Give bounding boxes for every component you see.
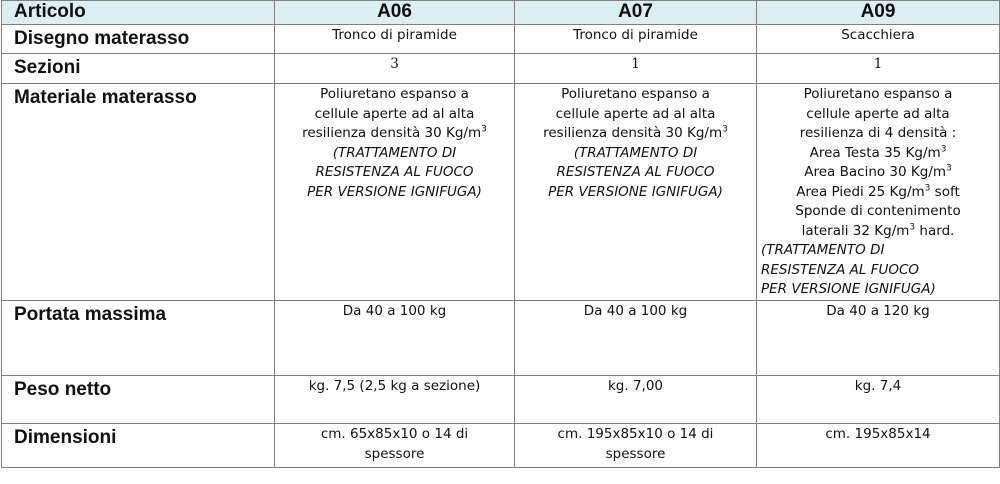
row-label-sezioni: Sezioni xyxy=(2,54,275,84)
laterali-text: laterali 32 Kg/m xyxy=(801,222,910,239)
header-model-a07: A07 xyxy=(515,1,757,25)
materiale-a09-line-3: resilienza di 4 densità : xyxy=(799,125,957,141)
row-sezioni xyxy=(2,54,1000,84)
materiale-a09-note-2: RESISTENZA AL FUOCO xyxy=(761,261,920,278)
row-materiale xyxy=(2,84,1000,301)
area-piedi-text: Area Piedi 25 Kg/m xyxy=(796,183,925,200)
row-label-portata: Portata massima xyxy=(2,301,275,376)
cell-dimensioni-a09 xyxy=(757,424,1000,468)
materiale-a09-area-testa xyxy=(757,144,999,164)
superscript-3: 3 xyxy=(946,163,952,174)
materiale-a07-line-2: cellule aperte ad al alta xyxy=(555,105,716,122)
materiale-a06-line-1: Poliuretano espanso a xyxy=(320,86,469,102)
materiale-a06-line-3 xyxy=(275,124,514,144)
row-label-materiale: Materiale materasso xyxy=(2,84,275,301)
materiale-a06-note-3: PER VERSIONE IGNIFUGA) xyxy=(307,183,482,200)
dimensioni-a07-line-1: cm. 195x85x10 o 14 di xyxy=(557,426,714,442)
materiale-a07-line-1: Poliuretano espanso a xyxy=(561,86,710,102)
row-dimensioni xyxy=(2,424,1000,468)
header-row xyxy=(2,1,1000,25)
row-portata xyxy=(2,301,1000,376)
dimensioni-a07-line-2: spessore xyxy=(605,445,666,462)
laterali-suffix: hard. xyxy=(915,222,955,239)
superscript-3: 3 xyxy=(909,222,916,232)
materiale-a09-line-1: Poliuretano espanso a xyxy=(803,86,953,102)
materiale-a06-density: resilienza densità 30 Kg/m xyxy=(302,125,482,141)
cell-portata-a09: Da 40 a 120 kg xyxy=(757,301,1000,376)
area-bacino-text: Area Bacino 30 Kg/m xyxy=(804,164,947,180)
materiale-a07-note-2: RESISTENZA AL FUOCO xyxy=(556,164,715,180)
cell-dimensioni-a06 xyxy=(275,424,515,468)
cell-peso-a07: kg. 7,00 xyxy=(515,376,757,424)
superscript-3: 3 xyxy=(940,144,947,154)
cell-portata-a07: Da 40 a 100 kg xyxy=(515,301,757,376)
cell-materiale-a06 xyxy=(275,84,515,301)
cell-portata-a06: Da 40 a 100 kg xyxy=(275,301,515,376)
superscript-3: 3 xyxy=(722,124,728,135)
row-peso xyxy=(2,376,1000,424)
cell-materiale-a07 xyxy=(515,84,757,301)
cell-dimensioni-a07 xyxy=(515,424,757,468)
cell-disegno-a06: Tronco di piramide xyxy=(275,25,515,54)
cell-peso-a09: kg. 7,4 xyxy=(757,376,1000,424)
cell-disegno-a09: Scacchiera xyxy=(757,25,1000,54)
superscript-3: 3 xyxy=(924,183,931,193)
materiale-a09-laterali xyxy=(757,222,999,242)
cell-materiale-a09 xyxy=(757,84,1000,301)
materiale-a09-area-piedi xyxy=(757,183,999,203)
materiale-a09-area-bacino xyxy=(757,163,999,183)
row-label-disegno: Disegno materasso xyxy=(2,25,275,54)
header-model-a06: A06 xyxy=(275,1,515,25)
materiale-a09-note-3: PER VERSIONE IGNIFUGA) xyxy=(761,281,936,297)
materiale-a07-note-1: (TRATTAMENTO DI xyxy=(573,144,698,161)
area-testa-text: Area Testa 35 Kg/m xyxy=(809,144,941,161)
materiale-a09-line-2: cellule aperte ad alta xyxy=(806,105,950,122)
row-label-dimensioni: Dimensioni xyxy=(2,424,275,468)
materiale-a06-line-2: cellule aperte ad al alta xyxy=(314,105,475,122)
cell-sezioni-a07: 1 xyxy=(515,54,757,84)
materiale-a06-note-2: RESISTENZA AL FUOCO xyxy=(315,164,474,180)
header-model-a09: A09 xyxy=(757,1,1000,25)
header-articolo: Articolo xyxy=(2,1,275,25)
cell-disegno-a07: Tronco di piramide xyxy=(515,25,757,54)
area-piedi-suffix: soft xyxy=(930,183,960,200)
materiale-a07-line-3 xyxy=(515,124,756,144)
materiale-a09-note-1: (TRATTAMENTO DI xyxy=(761,242,885,258)
product-spec-table xyxy=(1,0,1000,468)
row-label-peso: Peso netto xyxy=(2,376,275,424)
materiale-a09-sponde: Sponde di contenimento xyxy=(795,203,961,219)
cell-sezioni-a09: 1 xyxy=(757,54,1000,84)
dimensioni-a06-line-1: cm. 65x85x10 o 14 di xyxy=(320,426,469,442)
materiale-a07-density: resilienza densità 30 Kg/m xyxy=(543,125,723,141)
cell-sezioni-a06: 3 xyxy=(275,54,515,84)
dimensioni-a09-line-1: cm. 195x85x14 xyxy=(825,426,931,442)
materiale-a06-note-1: (TRATTAMENTO DI xyxy=(332,144,457,161)
materiale-a07-note-3: PER VERSIONE IGNIFUGA) xyxy=(548,183,723,200)
row-disegno xyxy=(2,25,1000,54)
superscript-3: 3 xyxy=(481,124,487,135)
dimensioni-a06-line-2: spessore xyxy=(364,445,425,462)
cell-peso-a06: kg. 7,5 (2,5 kg a sezione) xyxy=(275,376,515,424)
